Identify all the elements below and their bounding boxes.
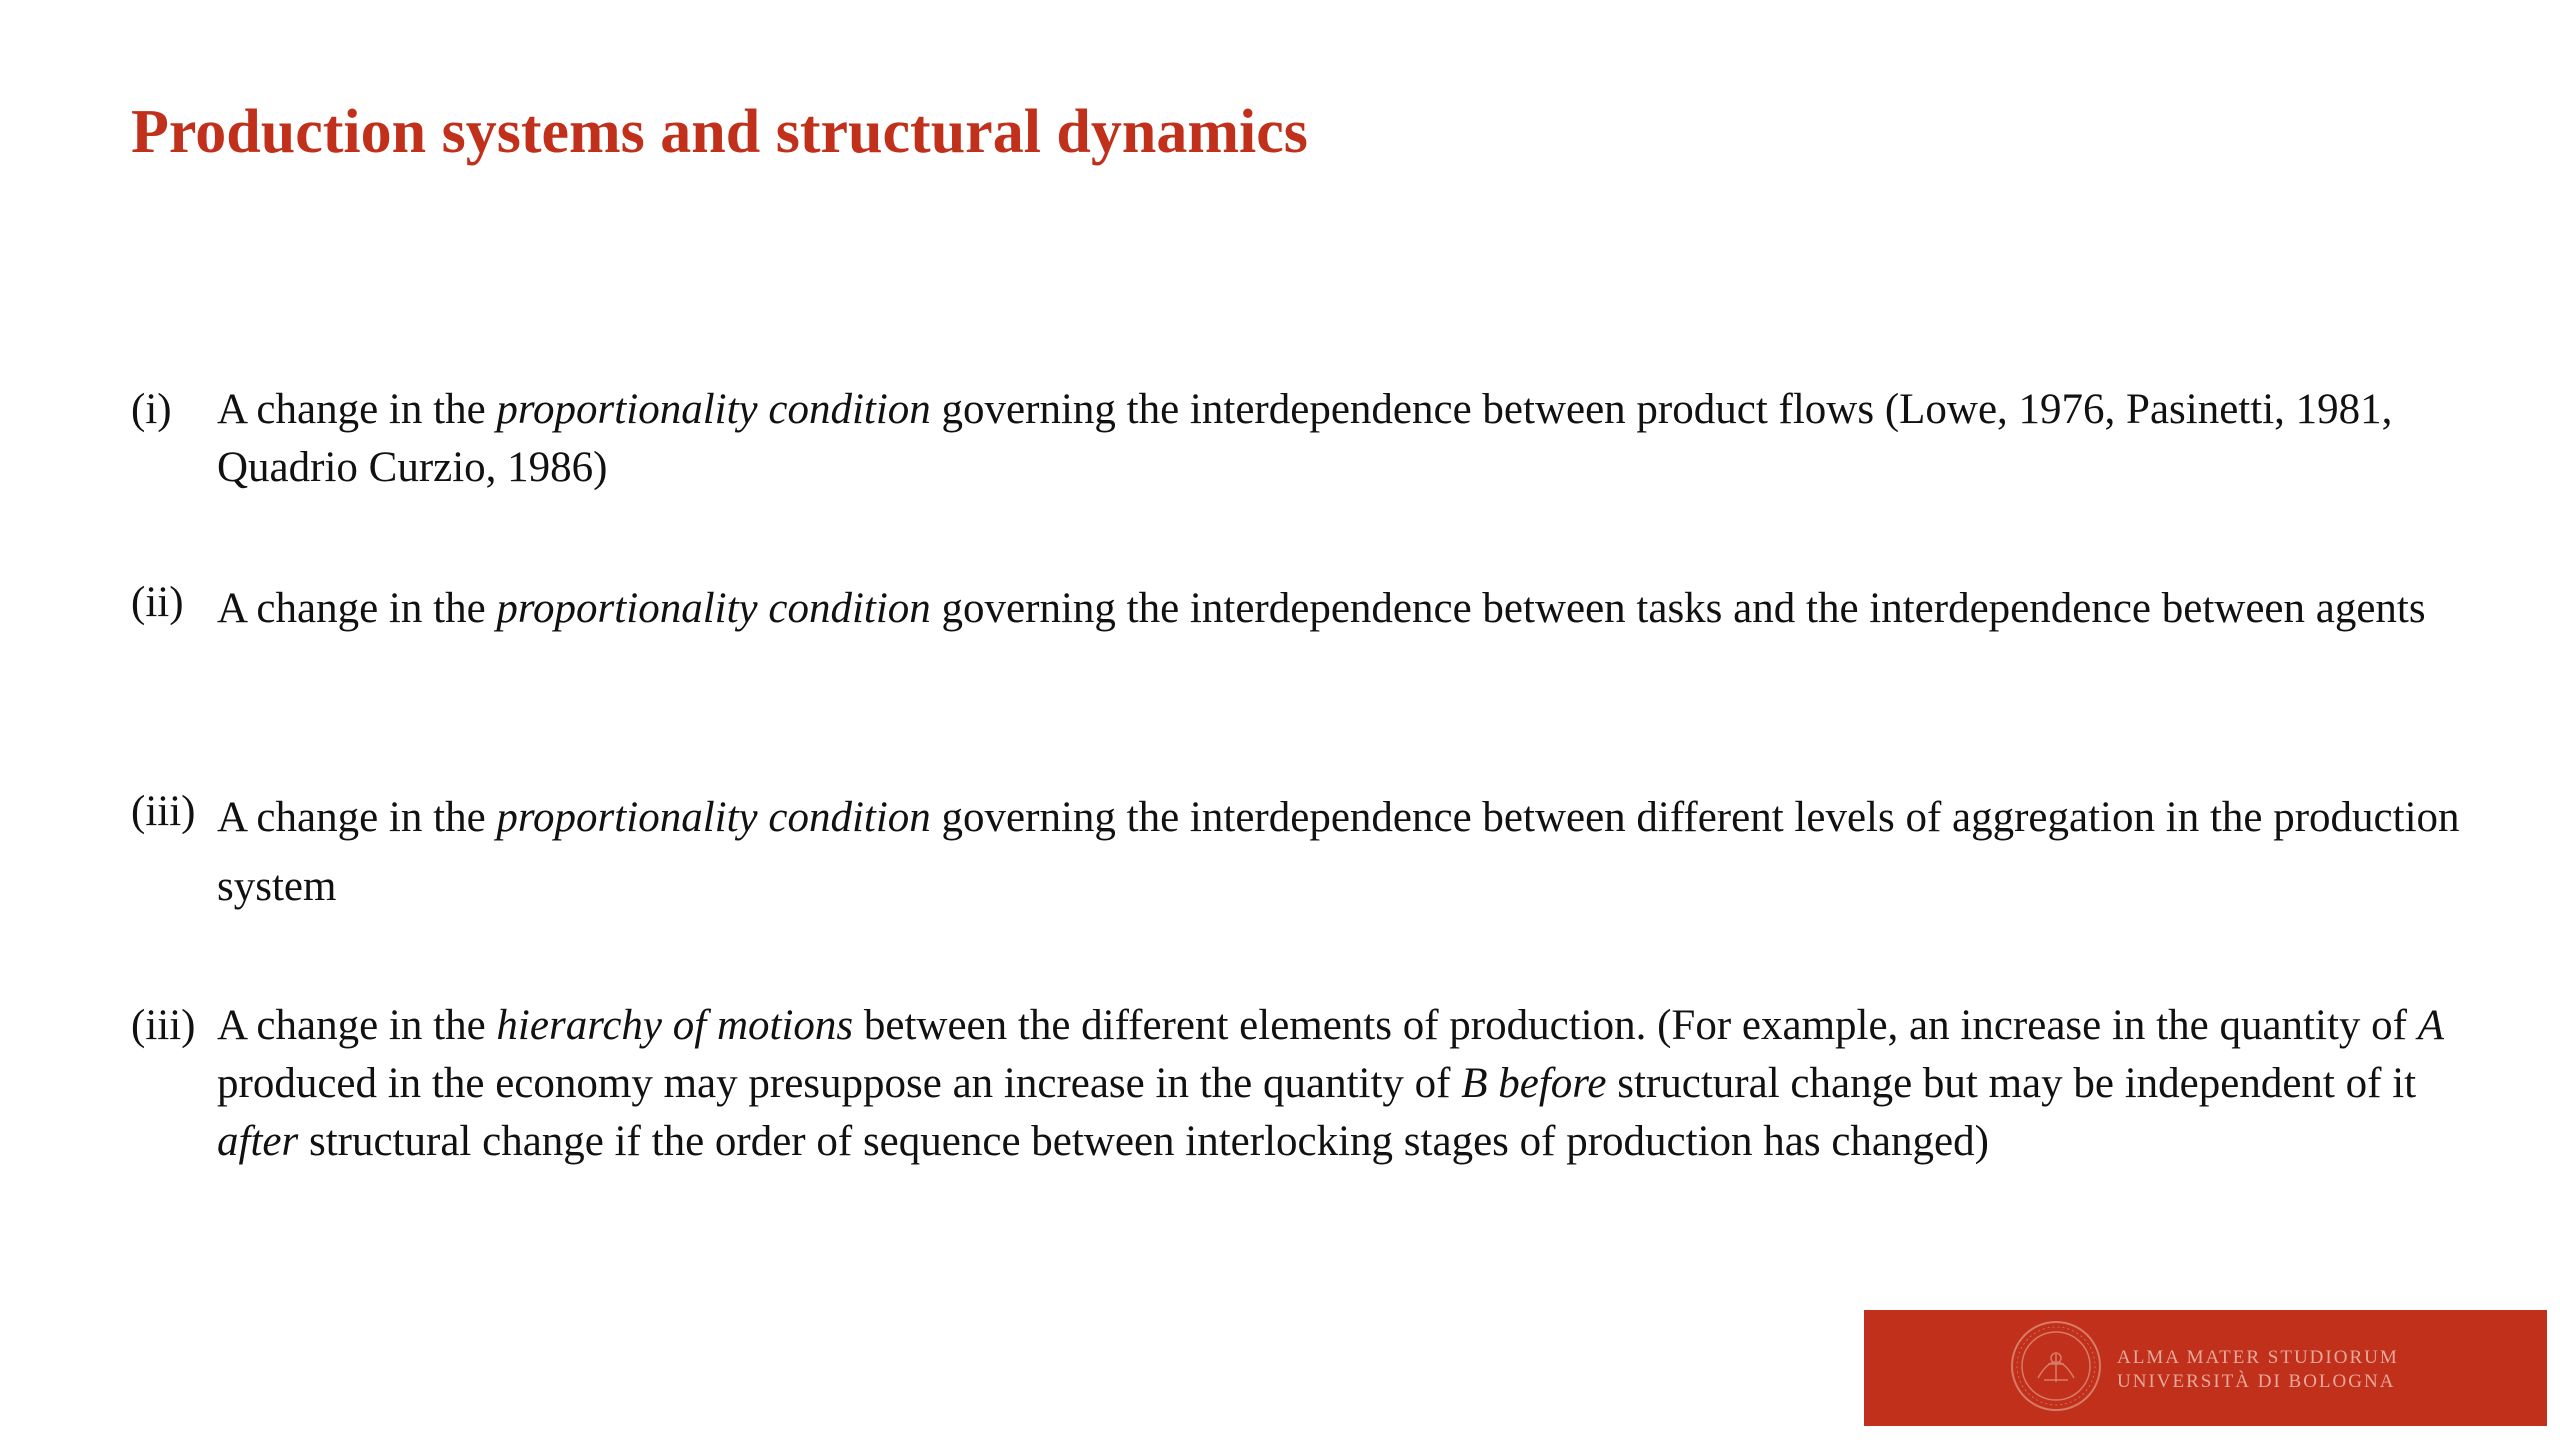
university-name-line-2: UNIVERSITÀ DI BOLOGNA (2117, 1371, 2396, 1392)
item-text (217, 783, 2491, 921)
item-text-emphasis: proportionality condition (496, 794, 931, 841)
university-logo-band (1864, 1310, 2547, 1426)
item-number: (i) (131, 386, 172, 433)
item-text-segment: between the different elements of production. (For example, an increase in the quantity of (853, 1002, 2418, 1049)
item-text-segment: A change in the (217, 794, 497, 841)
list-item (131, 574, 2491, 643)
item-text-segment: produced in the economy may presuppose an increase in the quantity of (217, 1060, 1462, 1107)
list-item (131, 783, 2491, 921)
item-text-segment: structural change but may be independent of it (1606, 1060, 2417, 1107)
item-number: (ii) (131, 579, 184, 626)
item-text-segment: governing the interdependence between product flows (Lowe, 1976, Pasinetti, 1981, Quadrio Curzio, 1986) (217, 386, 2393, 491)
item-text-emphasis: proportionality condition (496, 585, 931, 632)
slide-title: Production systems and structural dynamics (131, 98, 1308, 166)
item-text-emphasis: proportionality condition (496, 386, 931, 433)
item-text-emphasis: B before (1461, 1060, 1607, 1107)
university-name-line-1: ALMA MATER STUDIORUM (2117, 1347, 2399, 1368)
list-item (131, 381, 2491, 497)
item-text-segment: governing the interdependence between tasks and the interdependence between agents (930, 585, 2426, 632)
item-text (217, 997, 2491, 1171)
item-number: (iii) (131, 788, 196, 835)
item-text-segment: structural change if the order of sequence between interlocking stages of production has changed) (298, 1118, 1989, 1165)
item-text (217, 381, 2491, 497)
item-text-emphasis: after (217, 1118, 299, 1165)
item-text (217, 574, 2491, 643)
item-text-segment: A change in the (217, 386, 497, 433)
item-text-segment: A change in the (217, 1002, 497, 1049)
list-item (131, 997, 2491, 1171)
university-name (2117, 1346, 2399, 1394)
item-number: (iii) (131, 1002, 196, 1049)
item-text-segment: governing the interdependence between different levels of aggregation in the production system (217, 794, 2460, 910)
item-text-segment: A change in the (217, 585, 497, 632)
item-text-emphasis: hierarchy of motions (496, 1002, 854, 1049)
university-seal-icon (2008, 1318, 2104, 1414)
item-text-emphasis: A (2417, 1002, 2444, 1049)
